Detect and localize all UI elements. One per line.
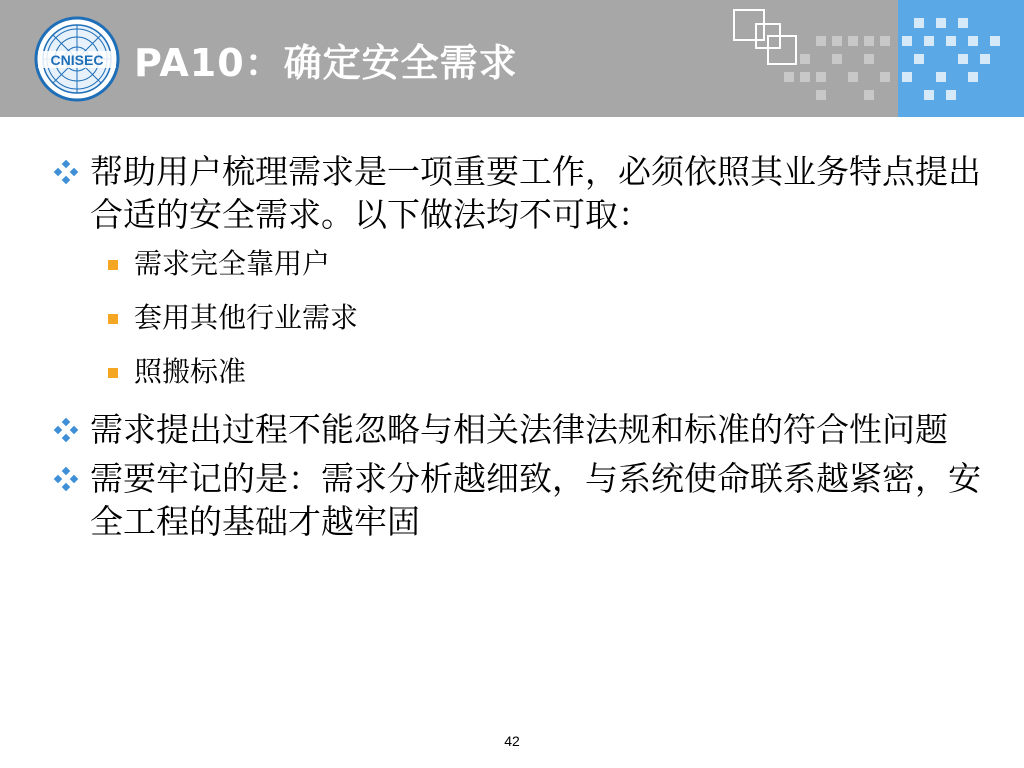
list-item	[52, 408, 982, 451]
square-bullet-icon	[108, 260, 118, 270]
list-item	[52, 150, 982, 236]
sub-list-item-text: 需求完全靠用户	[134, 247, 331, 280]
sub-list	[52, 246, 982, 390]
four-diamond-bullet-icon	[52, 416, 80, 444]
square-bullet-icon	[108, 314, 118, 324]
sub-list-item-text: 套用其他行业需求	[134, 301, 359, 334]
sub-list-item	[52, 246, 982, 282]
sub-list-item	[52, 300, 982, 336]
list-item-text: 需求提出过程不能忽略与相关法律法规和标准的符合性问题	[90, 410, 948, 449]
four-diamond-bullet-icon	[52, 465, 80, 493]
list-item-text: 帮助用户梳理需求是一项重要工作，必须依照其业务特点提出合适的安全需求。以下做法均不可取：	[90, 152, 981, 234]
decorative-squares-pattern	[720, 0, 1024, 117]
bullet-list	[52, 150, 982, 549]
sub-list-item	[52, 354, 982, 390]
list-item	[52, 457, 982, 543]
list-item-text: 需要牢记的是：需求分析越细致，与系统使命联系越紧密，安全工程的基础才越牢固	[90, 459, 981, 541]
four-diamond-bullet-icon	[52, 158, 80, 186]
sub-list-item-text: 照搬标准	[134, 355, 247, 388]
slide-header	[0, 0, 1024, 117]
slide-title: PA10：确定安全需求	[134, 41, 518, 85]
square-bullet-icon	[108, 368, 118, 378]
page-number: 42	[504, 733, 520, 749]
logo-text: CNISEC	[50, 52, 104, 68]
cnisec-logo	[34, 16, 120, 102]
